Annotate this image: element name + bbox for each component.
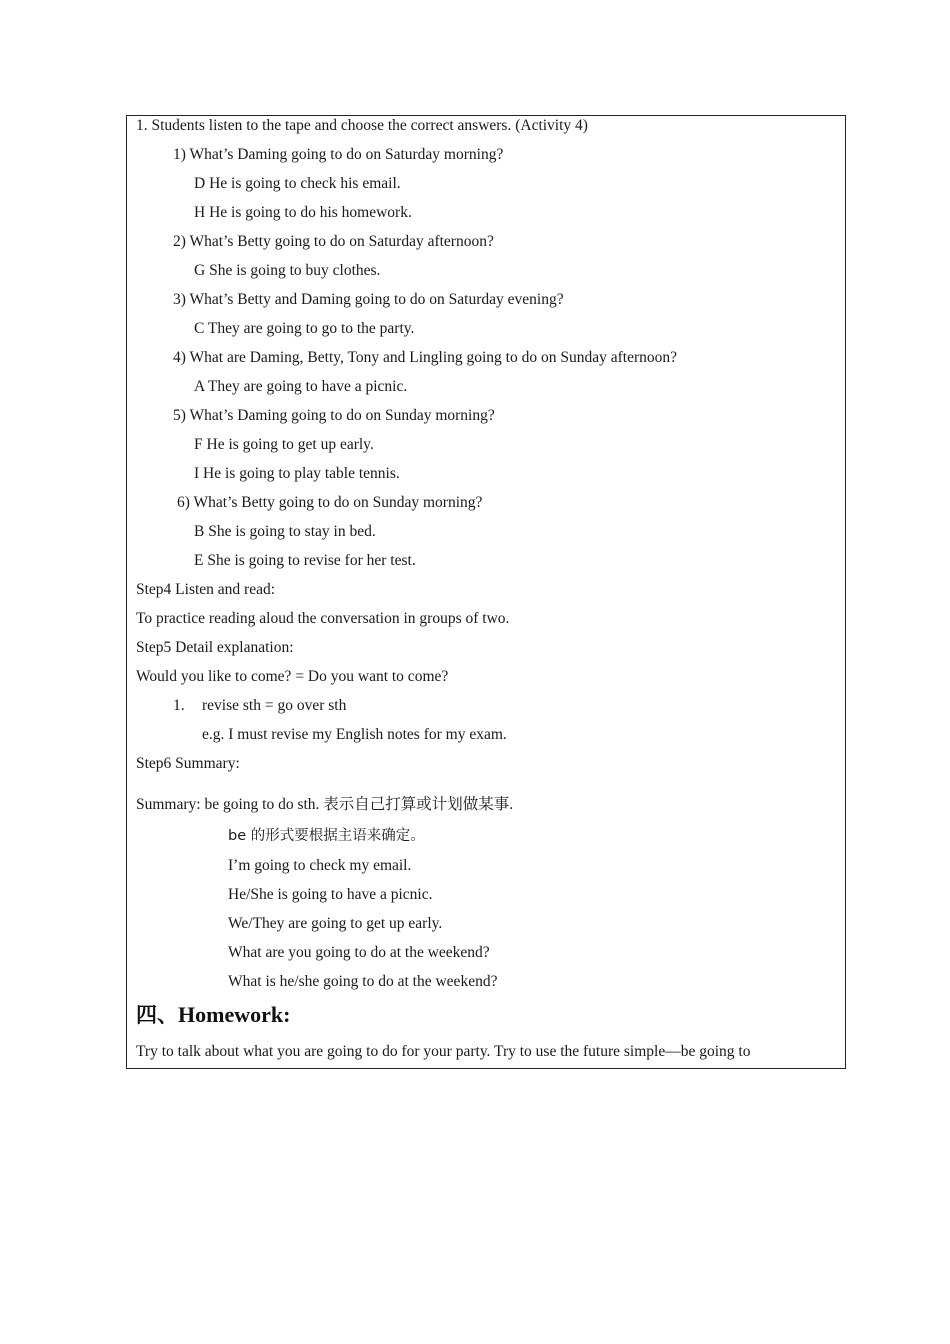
answer-6b: B She is going to stay in bed. <box>194 523 376 540</box>
step6-heading: Step6 Summary: <box>136 755 240 772</box>
revise-example: e.g. I must revise my English notes for my exam. <box>202 726 507 743</box>
answer-1d: D He is going to check his email. <box>194 175 401 192</box>
summary-example-2: He/She is going to have a picnic. <box>228 886 433 903</box>
answer-5i: I He is going to play table tennis. <box>194 465 400 482</box>
answer-5f: F He is going to get up early. <box>194 436 374 453</box>
summary-example-3: We/They are going to get up early. <box>228 915 443 932</box>
summary-note: be 的形式要根据主语来确定。 <box>228 828 425 844</box>
answer-1h: H He is going to do his homework. <box>194 204 412 221</box>
step4-text: To practice reading aloud the conversation in groups of two. <box>136 610 510 627</box>
summary-example-4: What are you going to do at the weekend? <box>228 944 490 961</box>
homework-heading <box>136 1001 290 1029</box>
revise-definition: revise sth = go over sth <box>202 697 347 714</box>
question-1: 1) What’s Daming going to do on Saturday morning? <box>173 146 504 163</box>
answer-6e: E She is going to revise for her test. <box>194 552 416 569</box>
step4-heading: Step4 Listen and read: <box>136 581 276 598</box>
summary-rule: Summary: be going to do sth. 表示自己打算或计划做某事. <box>136 796 514 813</box>
question-4: 4) What are Daming, Betty, Tony and Lingling going to do on Sunday afternoon? <box>173 349 678 366</box>
homework-number: 四、 <box>136 1003 178 1027</box>
activity-instruction: 1. Students listen to the tape and choose the correct answers. (Activity 4) <box>136 117 588 134</box>
step5-heading: Step5 Detail explanation: <box>136 639 294 656</box>
homework-text: Try to talk about what you are going to do for your party. Try to use the future simple—be going to <box>136 1043 751 1060</box>
question-2: 2) What’s Betty going to do on Saturday afternoon? <box>173 233 494 250</box>
summary-example-5: What is he/she going to do at the weekend? <box>228 973 498 990</box>
summary-example-1: I’m going to check my email. <box>228 857 412 874</box>
answer-3c: C They are going to go to the party. <box>194 320 415 337</box>
answer-2g: G She is going to buy clothes. <box>194 262 381 279</box>
question-6: 6) What’s Betty going to do on Sunday morning? <box>177 494 483 511</box>
list-item-number: 1. <box>173 697 185 714</box>
step5-phrase: Would you like to come? = Do you want to come? <box>136 668 449 685</box>
answer-4a: A They are going to have a picnic. <box>194 378 408 395</box>
question-3: 3) What’s Betty and Daming going to do on Saturday evening? <box>173 291 564 308</box>
question-5: 5) What’s Daming going to do on Sunday morning? <box>173 407 495 424</box>
homework-title: Homework: <box>178 1002 291 1027</box>
